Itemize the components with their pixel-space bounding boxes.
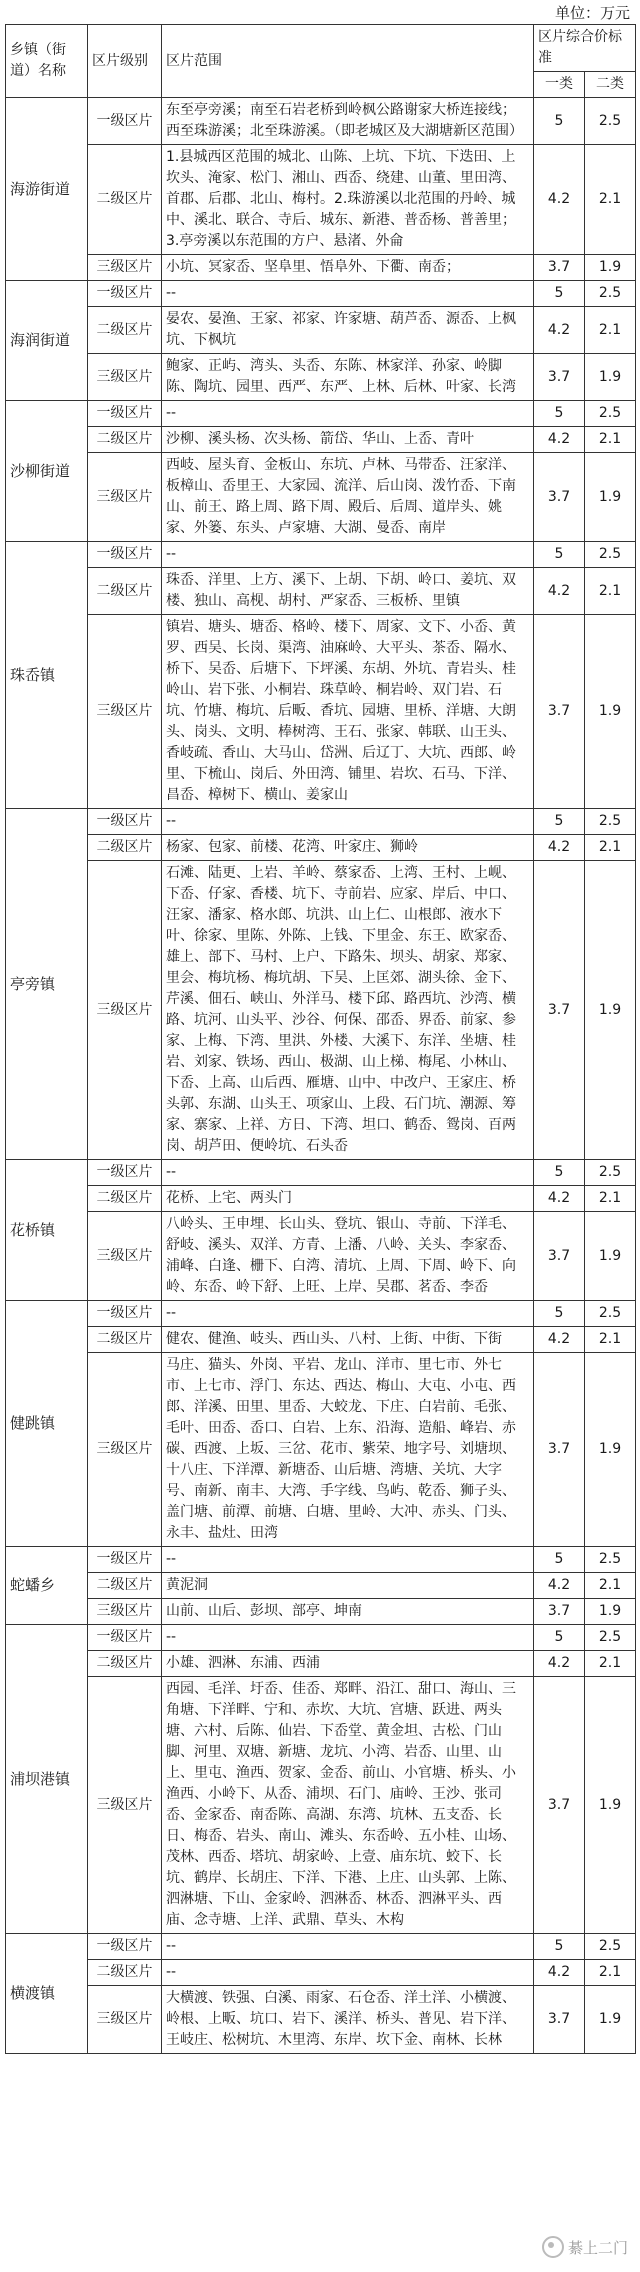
header-class2: 二类 [585, 72, 636, 98]
zone-level: 三级区片 [88, 1677, 162, 1934]
price-class2: 2.1 [585, 145, 636, 255]
zone-level: 一级区片 [88, 1301, 162, 1327]
table-row [6, 427, 636, 453]
price-class1: 3.7 [534, 354, 585, 401]
table-row [6, 568, 636, 615]
zone-range: 鲍家、正屿、湾头、头岙、东陈、林家洋、孙家、岭脚陈、陶坑、园里、西严、东严、上林、后林、叶家、长湾 [162, 354, 534, 401]
table-row [6, 354, 636, 401]
price-class2: 2.1 [585, 1327, 636, 1353]
zone-level: 一级区片 [88, 98, 162, 145]
watermark [542, 2236, 628, 2258]
watermark-text: 綦上二门 [567, 2238, 628, 2257]
table-row [6, 1301, 636, 1327]
zone-level: 二级区片 [88, 427, 162, 453]
price-class2: 2.1 [585, 568, 636, 615]
zone-level: 三级区片 [88, 453, 162, 542]
table-row [6, 281, 636, 307]
price-class1: 4.2 [534, 1327, 585, 1353]
zone-level: 二级区片 [88, 145, 162, 255]
town-name: 沙柳街道 [6, 401, 88, 542]
zone-level: 三级区片 [88, 1986, 162, 2054]
table-row [6, 1353, 636, 1547]
town-name: 海润街道 [6, 281, 88, 401]
price-class1: 5 [534, 1160, 585, 1186]
zone-range: 小雄、泗淋、东浦、西浦 [162, 1651, 534, 1677]
table-row [6, 809, 636, 835]
zone-level: 二级区片 [88, 1960, 162, 1986]
price-class2: 2.5 [585, 281, 636, 307]
town-name: 浦坝港镇 [6, 1625, 88, 1934]
table-row [6, 1625, 636, 1651]
price-class2: 2.5 [585, 98, 636, 145]
zone-range: 晏农、晏渔、王家、祁家、许家塘、葫芦岙、源岙、上枫坑、下枫坑 [162, 307, 534, 354]
town-name: 珠岙镇 [6, 542, 88, 809]
zone-level: 三级区片 [88, 354, 162, 401]
price-class1: 3.7 [534, 1353, 585, 1547]
price-class2: 2.1 [585, 427, 636, 453]
zone-level: 二级区片 [88, 307, 162, 354]
zone-level: 一级区片 [88, 809, 162, 835]
price-class1: 3.7 [534, 861, 585, 1160]
price-class1: 3.7 [534, 255, 585, 281]
zone-range: 东至亭旁溪；南至石岩老桥到岭枫公路谢家大桥连接线；西至珠游溪；北至珠游溪。（即老城区及大湖塘新区范围） [162, 98, 534, 145]
price-class2: 2.5 [585, 401, 636, 427]
price-class2: 2.1 [585, 1573, 636, 1599]
zone-level: 一级区片 [88, 281, 162, 307]
price-class1: 5 [534, 1301, 585, 1327]
zone-range: 西岐、屋头育、金板山、东坑、卢林、马带岙、汪家洋、板樟山、岙里王、大家园、流洋、后山岗、泼竹岙、下南山、前王、路上周、路下周、殿后、后周、道岸头、姚家、外篓、东头、卢家塘、大湖、曼岙、南岸 [162, 453, 534, 542]
price-class1: 3.7 [534, 453, 585, 542]
price-class2: 1.9 [585, 1212, 636, 1301]
price-class2: 2.5 [585, 809, 636, 835]
zone-range: 黄泥洞 [162, 1573, 534, 1599]
price-class1: 4.2 [534, 568, 585, 615]
town-name: 花桥镇 [6, 1160, 88, 1301]
zone-range: -- [162, 1301, 534, 1327]
table-row [6, 1547, 636, 1573]
table-row [6, 1573, 636, 1599]
price-class1: 4.2 [534, 1960, 585, 1986]
price-class1: 4.2 [534, 427, 585, 453]
zone-range: 杨家、包家、前楼、花湾、叶家庄、狮岭 [162, 835, 534, 861]
table-row [6, 1986, 636, 2054]
price-table [5, 24, 636, 2054]
table-row [6, 145, 636, 255]
table-row [6, 1651, 636, 1677]
price-class1: 3.7 [534, 1677, 585, 1934]
header-class1: 一类 [534, 72, 585, 98]
town-name: 亭旁镇 [6, 809, 88, 1160]
table-row [6, 1960, 636, 1986]
table-row [6, 1212, 636, 1301]
price-class1: 3.7 [534, 1212, 585, 1301]
price-class2: 2.5 [585, 1160, 636, 1186]
price-class2: 2.5 [585, 1547, 636, 1573]
zone-level: 三级区片 [88, 1212, 162, 1301]
zone-range: -- [162, 1160, 534, 1186]
price-class2: 1.9 [585, 1986, 636, 2054]
price-class1: 4.2 [534, 1186, 585, 1212]
town-name: 横渡镇 [6, 1934, 88, 2054]
price-class1: 4.2 [534, 835, 585, 861]
price-class1: 4.2 [534, 145, 585, 255]
unit-label: 单位：万元 [554, 4, 630, 22]
price-class1: 3.7 [534, 1986, 585, 2054]
table-row [6, 615, 636, 809]
price-class2: 1.9 [585, 861, 636, 1160]
zone-range: 大横渡、铁强、白溪、雨家、石仓岙、洋土洋、小横渡、岭根、上畈、坑口、岩下、溪洋、桥头、普见、岩下洋、王岐庄、松树坑、木里湾、东岸、坎下金、南林、长林 [162, 1986, 534, 2054]
price-class2: 2.1 [585, 835, 636, 861]
table-row [6, 542, 636, 568]
price-class1: 5 [534, 281, 585, 307]
price-class2: 1.9 [585, 1677, 636, 1934]
price-class1: 3.7 [534, 615, 585, 809]
table-row [6, 1677, 636, 1934]
zone-range: 山前、山后、彭坝、部亭、坤南 [162, 1599, 534, 1625]
zone-level: 三级区片 [88, 1353, 162, 1547]
header-price: 区片综合价标准 [534, 25, 636, 72]
zone-range: 小坑、冥家岙、坚阜里、悟阜外、下衢、南岙； [162, 255, 534, 281]
header-level: 区片级别 [88, 25, 162, 98]
zone-range: 健农、健渔、岐头、西山头、八村、上街、中街、下街 [162, 1327, 534, 1353]
price-class2: 1.9 [585, 1353, 636, 1547]
zone-range: -- [162, 401, 534, 427]
price-class1: 5 [534, 98, 585, 145]
zone-range: -- [162, 1625, 534, 1651]
zone-range: 石滩、陆更、上岩、羊岭、蔡家岙、上湾、王村、上岘、下岙、仔家、香楼、坑下、寺前岩、应家、岸后、中口、汪家、潘家、格水郎、坑洪、山上仁、山根郎、液水下叶、徐家、里陈、外陈、上钱、下里金、东王、欧家岙、雄上、部下、马村、上户、下路朱、坝头、胡家、郑家、里会、梅坑杨、梅坑胡、下吴、上匡郊、湖头徐、金下、芹溪、佃石、峡山、外洋马、楼下邱、路西坑、沙湾、横路、坑河、山头平、沙谷、何保、邵岙、界岙、前家、参家、上梅、下湾、里洪、外楼、大溪下、东洋、坐塘、桂岩、刘家、铁场、西山、极湖、山上梯、梅尾、小林山、下岙、上高、山后西、雁塘、山中、中改户、王家庄、桥头郭、东湖、山头王、项家山、上段、石门坑、潮源、筹家、寨家、上祥、方日、下湾、坦口、鹤岙、鸳岗、百两岗、胡芦田、便岭坑、石头岙 [162, 861, 534, 1160]
table-row [6, 1186, 636, 1212]
zone-level: 一级区片 [88, 1934, 162, 1960]
zone-level: 一级区片 [88, 401, 162, 427]
zone-range: 西园、毛洋、圩岙、佳岙、郑畔、沿江、甜口、海山、三角塘、下洋畔、宁和、赤坎、大坑、宫塘、跃进、两头塘、六村、后陈、仙岩、下岙堂、黄金坦、古松、门山脚、河里、双塘、新塘、龙坑、小湾、岩岙、山里、山上、里屯、渔西、贺家、金岙、前山、小官塘、桥头、小渔西、小岭下、从岙、浦坝、石门、庙岭、王沙、张司岙、金家岙、南岙陈、高湖、东湾、坑林、五支岙、长日、梅岙、岩头、南山、滩头、东岙岭、五小桂、山场、茂林、西岙、塔坑、胡家岭、上壹、庙东坑、蛟下、长坑、鹤岸、长胡庄、下洋、下港、上庄、山头郭、上陈、泗淋塘、下山、金家岭、泗淋岙、林岙、泗淋平头、西庙、念寺塘、上洋、武鼎、草头、木构 [162, 1677, 534, 1934]
zone-level: 三级区片 [88, 255, 162, 281]
zone-range: -- [162, 1960, 534, 1986]
town-name: 健跳镇 [6, 1301, 88, 1547]
zone-level: 三级区片 [88, 861, 162, 1160]
table-row [6, 307, 636, 354]
table-row [6, 453, 636, 542]
price-class2: 2.5 [585, 1301, 636, 1327]
price-class1: 4.2 [534, 307, 585, 354]
zone-range: 花桥、上宅、两头门 [162, 1186, 534, 1212]
header-range: 区片范围 [162, 25, 534, 98]
price-class2: 2.1 [585, 1651, 636, 1677]
header-row [6, 25, 636, 72]
price-class2: 1.9 [585, 255, 636, 281]
price-class1: 5 [534, 542, 585, 568]
zone-range: 八岭头、王申埋、长山头、登坑、银山、寺前、下洋毛、舒岐、溪头、双洋、方青、上潘、八岭、关头、李家岙、浦峰、白逢、栅下、白湾、清坑、上周、下周、岭下、向岭、东岙、岭下舒、上旺、上岸、吴郡、茗岙、李岙 [162, 1212, 534, 1301]
table-row [6, 255, 636, 281]
zone-level: 三级区片 [88, 615, 162, 809]
zone-range: -- [162, 1934, 534, 1960]
zone-range: 马庄、猫头、外岗、平岩、龙山、洋市、里七市、外七市、上七市、浮门、东达、西达、梅山、大屯、小屯、西郎、洋溪、田里、里岙、大蛟龙、下庄、白岩前、毛张、毛叶、田岙、岙口、白岩、上东、沿海、造船、峰岩、赤碳、西渡、上坂、三岔、花市、紫荣、地字号、刘塘坝、十八庄、下洋潭、新塘岙、山后塘、湾塘、关坑、大字号、南新、南丰、大湾、手字线、鸟屿、乾岙、狮子头、盖门塘、前潭、前塘、白塘、里岭、大冲、赤头、门头、永丰、盐灶、田湾 [162, 1353, 534, 1547]
zone-level: 一级区片 [88, 542, 162, 568]
table-row [6, 835, 636, 861]
price-class1: 4.2 [534, 1651, 585, 1677]
zone-level: 三级区片 [88, 1599, 162, 1625]
zone-range: -- [162, 1547, 534, 1573]
price-class1: 3.7 [534, 1599, 585, 1625]
zone-level: 二级区片 [88, 1651, 162, 1677]
zone-range: 沙柳、溪头杨、次头杨、箭岱、华山、上岙、青叶 [162, 427, 534, 453]
table-body [6, 98, 636, 2054]
price-class1: 5 [534, 809, 585, 835]
zone-range: 1.县城西区范围的城北、山陈、上坑、下坑、下迭田、上坎头、淹家、松门、湘山、西岙、绕建、山董、里田湾、首郡、后郡、北山、梅村。2.珠游溪以北范围的丹岭、城中、溪北、联合、寺后、城东、新港、普岙杨、普善里；3.亭旁溪以东范围的方户、悬渚、外侖 [162, 145, 534, 255]
table-row [6, 1934, 636, 1960]
table-row [6, 1327, 636, 1353]
zone-level: 二级区片 [88, 1573, 162, 1599]
price-class1: 5 [534, 1934, 585, 1960]
table-row [6, 1599, 636, 1625]
table-row [6, 98, 636, 145]
price-class1: 5 [534, 1547, 585, 1573]
zone-range: 镇岩、塘头、塘岙、格岭、楼下、周家、文下、小岙、黄罗、西吴、长岗、渠湾、油麻岭、大平头、茶岙、隔水、桥下、吴岙、后塘下、下坪溪、东胡、外坑、青岩头、桂岭山、岩下张、小桐岩、珠草岭、桐岩岭、双门岩、石坑、竹塘、梅坑、后畈、香坑、园塘、里桥、洋塘、大朗头、岗头、文明、棒树湾、王石、张家、韩联、山王头、香岐疏、香山、大马山、岱洲、后辽丁、大坑、西郎、岭里、下梳山、岗后、外田湾、铺里、岩坎、石马、下洋、昌岙、樟树下、横山、姜家山 [162, 615, 534, 809]
zone-level: 二级区片 [88, 1327, 162, 1353]
zone-level: 二级区片 [88, 568, 162, 615]
town-name: 海游街道 [6, 98, 88, 281]
zone-level: 一级区片 [88, 1625, 162, 1651]
price-class1: 4.2 [534, 1573, 585, 1599]
zone-level: 一级区片 [88, 1547, 162, 1573]
zone-level: 二级区片 [88, 1186, 162, 1212]
zone-range: -- [162, 542, 534, 568]
price-class2: 1.9 [585, 1599, 636, 1625]
header-town: 乡镇（街道）名称 [6, 25, 88, 98]
price-class2: 2.5 [585, 542, 636, 568]
price-class2: 1.9 [585, 354, 636, 401]
zone-range: -- [162, 281, 534, 307]
price-class2: 1.9 [585, 453, 636, 542]
price-class1: 5 [534, 401, 585, 427]
town-name: 蛇蟠乡 [6, 1547, 88, 1625]
zone-range: 珠岙、洋里、上方、溪下、上胡、下胡、岭口、姜坑、双楼、独山、高枧、胡村、严家岙、三板桥、里镇 [162, 568, 534, 615]
price-class2: 2.1 [585, 307, 636, 354]
price-class2: 2.5 [585, 1625, 636, 1651]
zone-level: 一级区片 [88, 1160, 162, 1186]
price-class2: 2.5 [585, 1934, 636, 1960]
zone-range: -- [162, 809, 534, 835]
table-row [6, 1160, 636, 1186]
price-class2: 1.9 [585, 615, 636, 809]
price-class1: 5 [534, 1625, 585, 1651]
price-class2: 2.1 [585, 1186, 636, 1212]
zone-level: 二级区片 [88, 835, 162, 861]
wechat-icon [542, 2236, 564, 2258]
table-row [6, 861, 636, 1160]
price-class2: 2.1 [585, 1960, 636, 1986]
table-row [6, 401, 636, 427]
